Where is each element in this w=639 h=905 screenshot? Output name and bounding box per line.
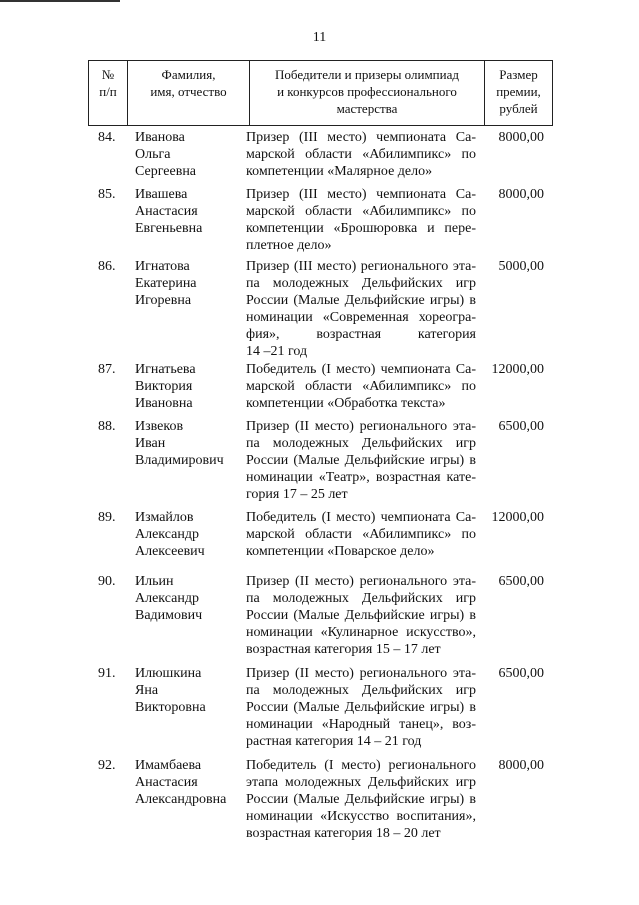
achievement-line: марской области «Абилимпикс» по	[246, 147, 476, 162]
achievement-line: этапа молодежных Дельфийских игр	[246, 775, 476, 790]
row-achievement	[246, 129, 476, 180]
row-achievement	[246, 186, 476, 254]
row-number: 90.	[98, 574, 116, 589]
achievement-line: плетное дело»	[246, 238, 332, 253]
name-line: Анастасия	[135, 204, 198, 219]
row-achievement	[246, 418, 476, 503]
row-number: 85.	[98, 187, 116, 202]
achievement-line: номинации «Народный танец», воз-	[246, 717, 476, 732]
name-line: Екатерина	[135, 276, 197, 291]
achievement-line: номинации «Театр», возрастная кате-	[246, 470, 476, 485]
scan-edge-line	[0, 0, 120, 2]
achievement-line: компетенции «Малярное дело»	[246, 164, 433, 179]
achievement-line: па молодежных Дельфийских игр	[246, 276, 476, 291]
achievement-line: номинации «Кулинарное искусство»,	[246, 625, 476, 640]
achievement-line: России (Малые Дельфийские игры) в	[246, 453, 476, 468]
row-award-amount: 12000,00	[491, 510, 544, 525]
name-line: Игнатьева	[135, 362, 196, 377]
row-award-amount: 8000,00	[498, 758, 544, 773]
achievement-line: России (Малые Дельфийские игры) в	[246, 293, 476, 308]
name-line: Ивановна	[135, 396, 193, 411]
name-line: Измайлов	[135, 510, 194, 525]
achievement-line: номинации «Современная хореогра-	[246, 310, 476, 325]
achievement-line: Призер (II место) регионального эта-	[246, 666, 476, 681]
achievement-line: компетенции «Поварское дело»	[246, 544, 435, 559]
row-award-amount: 6500,00	[498, 574, 544, 589]
row-achievement	[246, 258, 476, 360]
name-line: Владимирович	[135, 453, 224, 468]
achievement-line: па молодежных Дельфийских игр	[246, 591, 476, 606]
row-full-name	[135, 129, 245, 180]
row-full-name	[135, 573, 245, 624]
row-award-amount: 8000,00	[498, 187, 544, 202]
achievement-line: 14 –21 год	[246, 344, 308, 359]
name-line: Евгеньевна	[135, 221, 203, 236]
row-number: 88.	[98, 419, 116, 434]
table-header	[88, 60, 553, 126]
row-number: 86.	[98, 259, 116, 274]
name-line: Ивашева	[135, 187, 188, 202]
achievement-line: марской области «Абилимпикс» по	[246, 527, 476, 542]
achievement-line: России (Малые Дельфийские игры) в	[246, 608, 476, 623]
name-line: Иван	[135, 436, 166, 451]
row-achievement	[246, 573, 476, 658]
achievement-line: Призер (II место) регионального эта-	[246, 574, 476, 589]
name-line: Александровна	[135, 792, 227, 807]
row-number: 87.	[98, 362, 116, 377]
row-full-name	[135, 258, 245, 309]
name-line: Александр	[135, 591, 199, 606]
achievement-line: растная категория 14 – 21 год	[246, 734, 422, 749]
name-line: Викторовна	[135, 700, 206, 715]
header-full-name: Фамилия, имя, отчество	[127, 60, 250, 126]
row-award-amount: 6500,00	[498, 666, 544, 681]
row-achievement	[246, 665, 476, 750]
row-number: 91.	[98, 666, 116, 681]
name-line: Ильин	[135, 574, 174, 589]
achievement-line: Призер (III место) регионального эта-	[246, 259, 476, 274]
row-award-amount: 5000,00	[498, 259, 544, 274]
name-line: Вадимович	[135, 608, 203, 623]
achievement-line: Призер (III место) чемпионата Са-	[246, 187, 476, 202]
achievement-line: возрастная категория 15 – 17 лет	[246, 642, 441, 657]
row-number: 92.	[98, 758, 116, 773]
name-line: Алексеевич	[135, 544, 205, 559]
row-achievement	[246, 509, 476, 560]
row-full-name	[135, 509, 245, 560]
achievement-line: возрастная категория 18 – 20 лет	[246, 826, 441, 841]
name-line: Иванова	[135, 130, 185, 145]
achievement-line: Победитель (I место) чемпионата Са-	[246, 510, 476, 525]
row-full-name	[135, 418, 245, 469]
header-number: № п/п	[88, 60, 128, 126]
name-line: Ольга	[135, 147, 171, 162]
achievement-line: компетенции «Обработка текста»	[246, 396, 446, 411]
achievement-line: Призер (III место) чемпионата Са-	[246, 130, 476, 145]
name-line: Яна	[135, 683, 159, 698]
page-number: 11	[312, 30, 327, 45]
achievement-line: России (Малые Дельфийские игры) в	[246, 700, 476, 715]
achievement-line: России (Малые Дельфийские игры) в	[246, 792, 476, 807]
achievement-line: Призер (II место) регионального эта-	[246, 419, 476, 434]
name-line: Извеков	[135, 419, 184, 434]
name-line: Сергеевна	[135, 164, 197, 179]
achievement-line: фия», возрастная категория	[246, 327, 476, 342]
name-line: Игоревна	[135, 293, 192, 308]
row-achievement	[246, 361, 476, 412]
row-award-amount: 6500,00	[498, 419, 544, 434]
name-line: Илюшкина	[135, 666, 202, 681]
achievement-line: па молодежных Дельфийских игр	[246, 683, 476, 698]
achievement-line: Победитель (I место) регионального	[246, 758, 476, 773]
achievement-line: Победитель (I место) чемпионата Са-	[246, 362, 476, 377]
header-achievement: Победители и призеры олимпиад и конкурсов профессионального мастерства	[249, 60, 485, 126]
achievement-line: гория 17 – 25 лет	[246, 487, 348, 502]
name-line: Виктория	[135, 379, 193, 394]
row-full-name	[135, 186, 245, 237]
row-number: 84.	[98, 130, 116, 145]
row-full-name	[135, 665, 245, 716]
achievement-line: компетенции «Брошюровка и пере-	[246, 221, 476, 236]
row-award-amount: 12000,00	[491, 362, 544, 377]
name-line: Игнатова	[135, 259, 190, 274]
achievement-line: па молодежных Дельфийских игр	[246, 436, 476, 451]
row-full-name	[135, 757, 245, 808]
header-award-amount: Размер премии, рублей	[484, 60, 553, 126]
achievement-line: номинации «Искусство воспитания»,	[246, 809, 476, 824]
name-line: Имамбаева	[135, 758, 202, 773]
achievement-line: марской области «Абилимпикс» по	[246, 204, 476, 219]
achievement-line: марской области «Абилимпикс» по	[246, 379, 476, 394]
name-line: Анастасия	[135, 775, 198, 790]
row-full-name	[135, 361, 245, 412]
name-line: Александр	[135, 527, 199, 542]
row-award-amount: 8000,00	[498, 130, 544, 145]
row-number: 89.	[98, 510, 116, 525]
row-achievement	[246, 757, 476, 842]
